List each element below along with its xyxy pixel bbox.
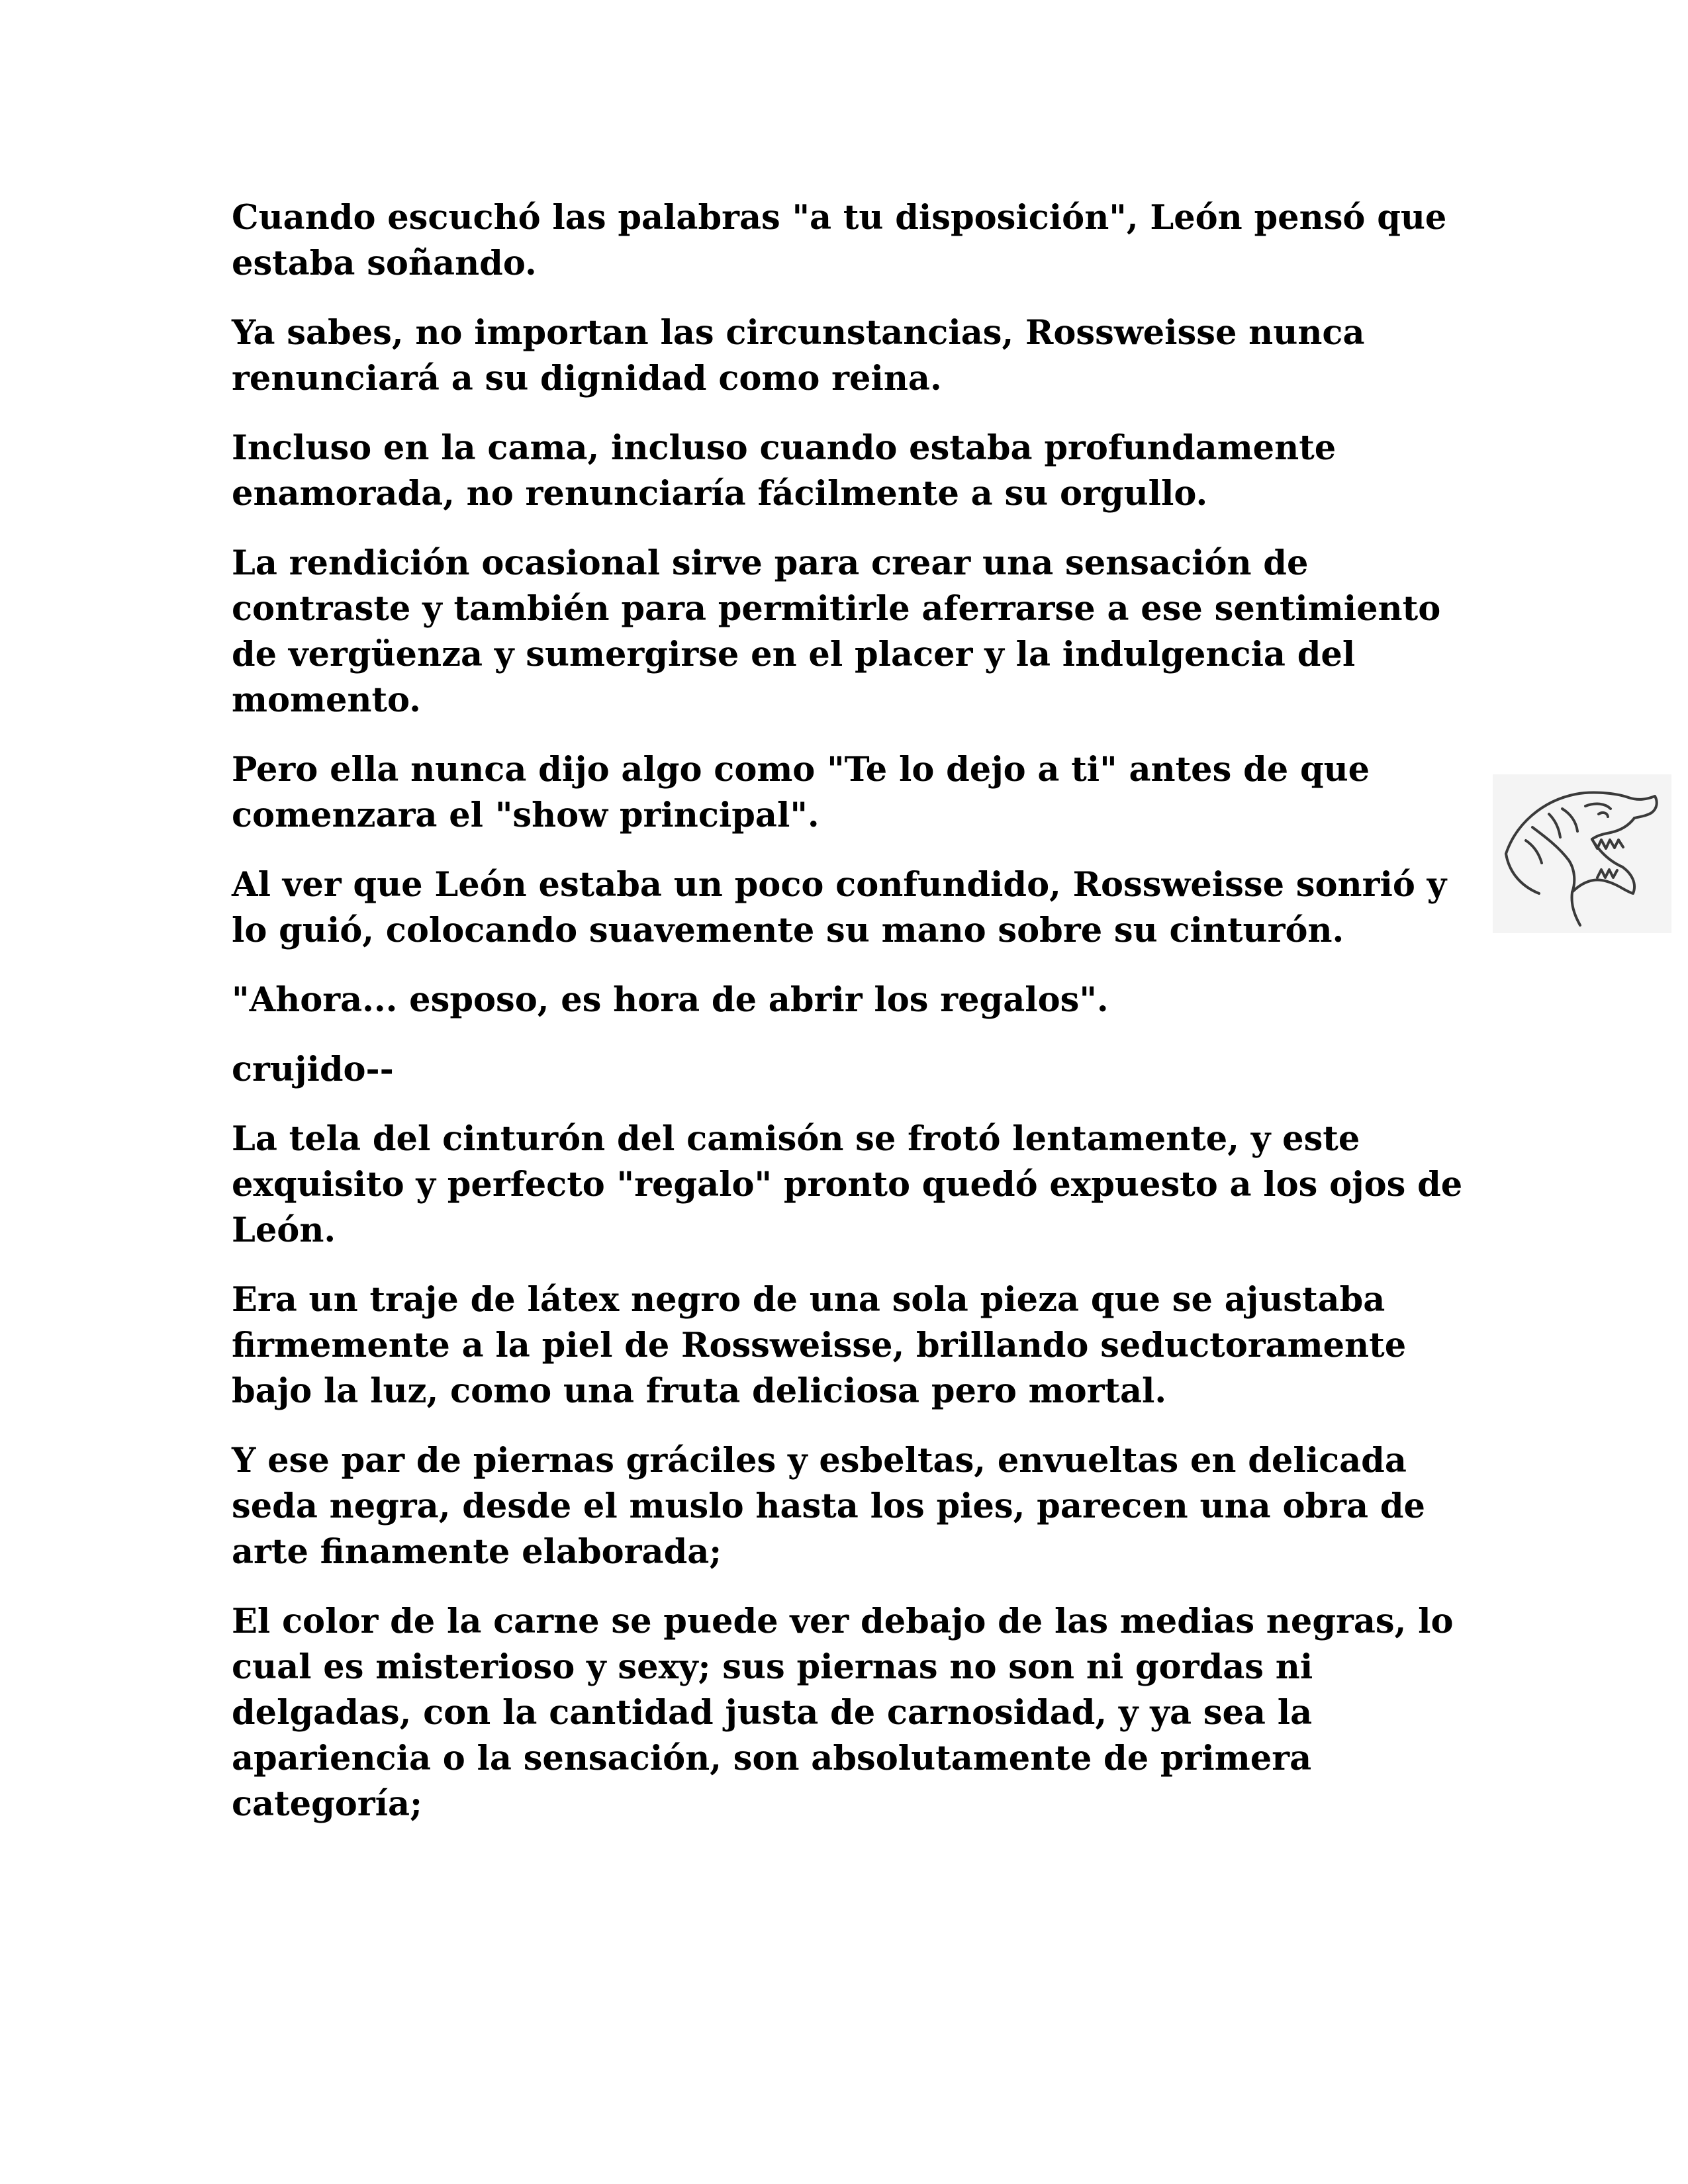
paragraph-5: Pero ella nunca dijo algo como "Te lo dejo a ti" antes de que comenzara el "show principal".	[232, 750, 1370, 835]
paragraph-3: Incluso en la cama, incluso cuando estaba profundamente enamorada, no renunciaría fácilmente a su orgullo.	[232, 428, 1336, 514]
document-body	[232, 195, 1476, 1851]
paragraph-8: crujido--	[232, 1050, 394, 1089]
paragraph-4: La rendición ocasional sirve para crear una sensación de contraste y también para permitirle aferrarse a ese sentimiento de vergüenza y sumergirse en el placer y la indulgencia del momento.	[232, 543, 1441, 720]
paragraph-12: El color de la carne se puede ver debajo de las medias negras, lo cual es misterioso y sexy; sus piernas no son ni gordas ni delgadas, con la cantidad justa de carnosidad, y ya sea la apariencia o la sensación, son absolutamente de primera categoría;	[232, 1602, 1454, 1824]
paragraph-10: Era un traje de látex negro de una sola pieza que se ajustaba firmemente a la piel de Rossweisse, brillando seductoramente bajo la luz, como una fruta deliciosa pero mortal.	[232, 1280, 1407, 1411]
paragraph-11: Y ese par de piernas gráciles y esbeltas, envueltas en delicada seda negra, desde el muslo hasta los pies, parecen una obra de arte finamente elaborada;	[232, 1441, 1425, 1572]
paragraph-1: Cuando escuchó las palabras "a tu disposición", León pensó que estaba soñando.	[232, 198, 1447, 283]
paragraph-6: Al ver que León estaba un poco confundido, Rossweisse sonrió y lo guió, colocando suavemente su mano sobre su cinturón.	[232, 865, 1447, 950]
paragraph-2: Ya sabes, no importan las circunstancias, Rossweisse nunca renunciará a su dignidad como reina.	[232, 313, 1365, 398]
paragraph-9: La tela del cinturón del camisón se frotó lentamente, y este exquisito y perfecto "regalo" pronto quedó expuesto a los ojos de León.	[232, 1119, 1463, 1250]
paragraph-7: "Ahora... esposo, es hora de abrir los regalos".	[232, 980, 1109, 1020]
dinosaur-head-icon	[1493, 774, 1671, 933]
